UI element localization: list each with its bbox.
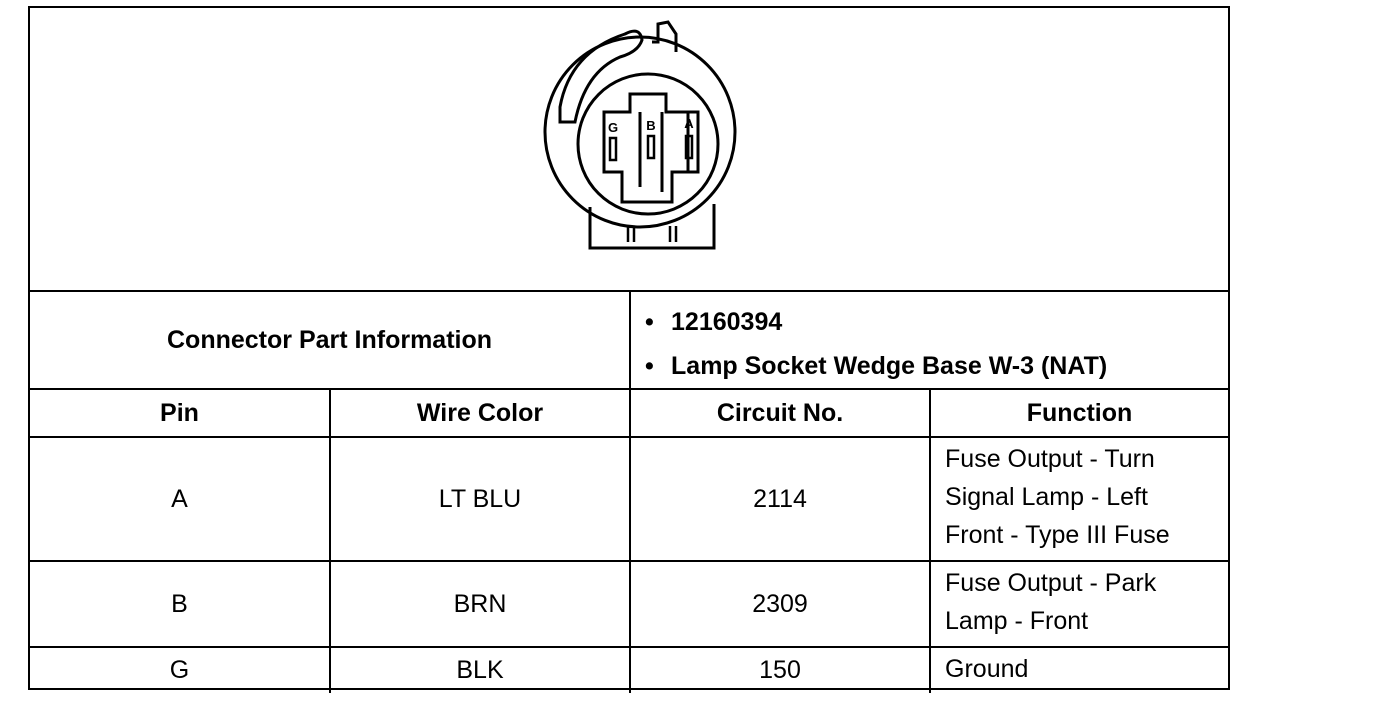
circuit-cell: 2309: [630, 561, 930, 647]
table-row: [30, 561, 1228, 647]
pin-cell: A: [30, 437, 330, 561]
lamp-socket-connector-diagram: [530, 12, 770, 262]
pin-cell: G: [30, 647, 330, 693]
table-row: [30, 647, 1228, 693]
pin-slot-g: [610, 138, 616, 160]
pin-slot-b: [648, 136, 654, 158]
function-line: Ground: [945, 655, 1029, 683]
connector-document-frame: [28, 6, 1230, 690]
part-info-row: [30, 292, 1228, 389]
table-row: [30, 437, 1228, 561]
table-header-row: [30, 389, 1228, 437]
function-line: Fuse Output - Park: [945, 569, 1157, 597]
connector-pin-housing: [604, 94, 698, 202]
part-description: • Lamp Socket Wedge Base W-3 (NAT): [645, 344, 1228, 388]
function-cell: [930, 437, 1228, 561]
connector-diagram-area: [30, 8, 1228, 292]
function-cell: [930, 561, 1228, 647]
part-number: • 12160394: [645, 300, 1228, 344]
part-info-label: Connector Part Information: [30, 292, 630, 389]
function-line: Signal Lamp - Left: [945, 483, 1148, 511]
header-pin: Pin: [30, 389, 330, 437]
header-wire-color: Wire Color: [330, 389, 630, 437]
pin-label-a: A: [684, 116, 694, 131]
pin-cell: B: [30, 561, 330, 647]
function-line: Fuse Output - Turn: [945, 445, 1155, 473]
circuit-cell: 150: [630, 647, 930, 693]
header-circuit-no: Circuit No.: [630, 389, 930, 437]
part-info-cell: [630, 292, 1228, 389]
function-cell: [930, 647, 1228, 693]
wire-color-cell: BRN: [330, 561, 630, 647]
function-line: Lamp - Front: [945, 607, 1089, 635]
wire-color-cell: LT BLU: [330, 437, 630, 561]
pin-label-g: G: [607, 120, 619, 135]
function-line: Front - Type III Fuse: [945, 521, 1170, 549]
pin-label-b: B: [646, 118, 656, 133]
connector-pinout-table: [30, 292, 1228, 693]
header-function: Function: [930, 389, 1228, 437]
wire-color-cell: BLK: [330, 647, 630, 693]
circuit-cell: 2114: [630, 437, 930, 561]
part-info-list: [631, 292, 1228, 388]
